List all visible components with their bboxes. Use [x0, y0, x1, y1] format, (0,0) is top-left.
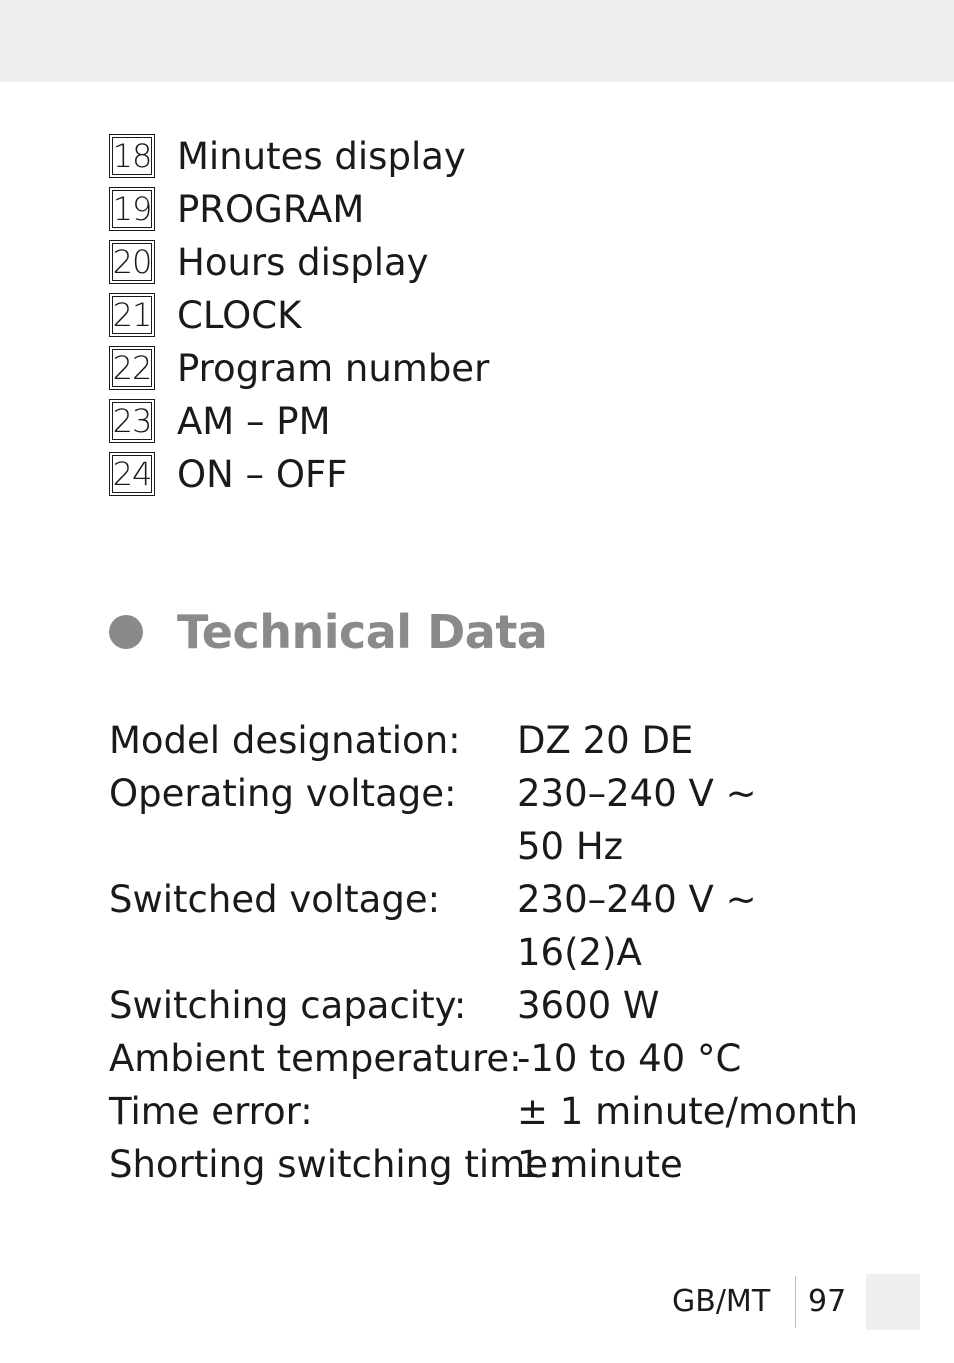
- legend-number-box: 20: [109, 240, 155, 284]
- spec-label: Time error:: [109, 1090, 313, 1133]
- spec-row: [109, 979, 909, 1032]
- legend-item: [109, 450, 709, 503]
- spec-label: Operating voltage:: [109, 772, 457, 815]
- spec-value: ± 1 minute/month: [517, 1090, 859, 1133]
- footer-region-code: GB/MT: [672, 1284, 771, 1319]
- spec-row: [109, 1085, 909, 1138]
- spec-value: 16(2)A: [517, 931, 642, 974]
- page-footer: [0, 1274, 954, 1330]
- spec-label: Shorting switching time:: [109, 1143, 561, 1186]
- legend-number-box: 21: [109, 293, 155, 337]
- legend-item: [109, 238, 709, 291]
- spec-row: [109, 873, 909, 926]
- legend-item: [109, 185, 709, 238]
- spec-row: [109, 820, 909, 873]
- spec-row: [109, 926, 909, 979]
- legend-label: ON – OFF: [177, 453, 348, 496]
- spec-value: DZ 20 DE: [517, 719, 694, 762]
- component-legend-list: [109, 132, 709, 503]
- legend-number-box: 19: [109, 187, 155, 231]
- legend-item: [109, 132, 709, 185]
- spec-row: [109, 1032, 909, 1085]
- page-edge-tab: [866, 1274, 920, 1330]
- spec-row: [109, 714, 909, 767]
- spec-label: Switched voltage:: [109, 878, 441, 921]
- legend-number-box: 22: [109, 346, 155, 390]
- legend-number-box: 18: [109, 134, 155, 178]
- spec-label: Model designation:: [109, 719, 461, 762]
- legend-number-box: 24: [109, 452, 155, 496]
- legend-label: CLOCK: [177, 294, 302, 337]
- technical-data-table: [109, 714, 909, 1191]
- legend-label: PROGRAM: [177, 188, 365, 231]
- spec-row: [109, 1138, 909, 1191]
- spec-value: 1 minute: [517, 1143, 683, 1186]
- spec-row: [109, 767, 909, 820]
- footer-divider: [795, 1276, 796, 1328]
- spec-value: 230–240 V ~: [517, 772, 757, 815]
- legend-label: Minutes display: [177, 135, 466, 178]
- spec-value: 230–240 V ~: [517, 878, 757, 921]
- legend-number-box: 23: [109, 399, 155, 443]
- spec-label: Ambient temperature:: [109, 1037, 522, 1080]
- legend-label: Hours display: [177, 241, 429, 284]
- legend-item: [109, 291, 709, 344]
- spec-value: 3600 W: [517, 984, 660, 1027]
- spec-value: -10 to 40 °C: [517, 1037, 742, 1080]
- header-band: [0, 0, 954, 82]
- page-number: 97: [808, 1284, 847, 1319]
- legend-label: AM – PM: [177, 400, 331, 443]
- spec-label: Switching capacity:: [109, 984, 467, 1027]
- section-heading: [109, 604, 547, 660]
- bullet-icon: [109, 615, 143, 649]
- legend-item: [109, 344, 709, 397]
- spec-value: 50 Hz: [517, 825, 624, 868]
- legend-label: Program number: [177, 347, 490, 390]
- legend-item: [109, 397, 709, 450]
- section-title: Technical Data: [177, 605, 548, 659]
